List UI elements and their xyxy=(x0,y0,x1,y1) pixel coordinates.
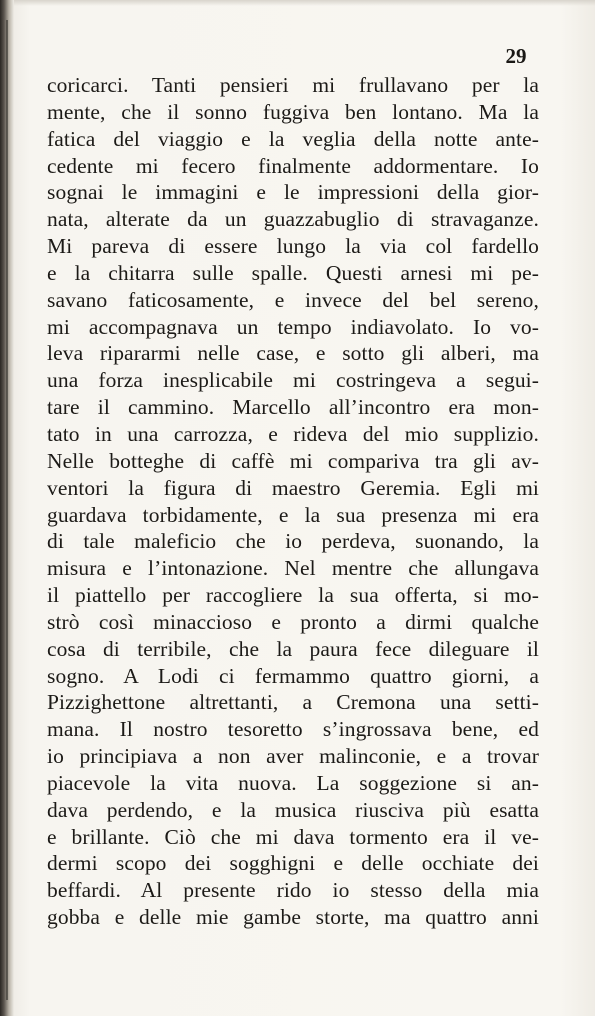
text-line-27: piacevole la vita nuova. La soggezione si an- xyxy=(47,770,539,795)
text-line-21: strò così minaccioso e pronto a dirmi qualche xyxy=(47,609,539,634)
binding-line xyxy=(6,20,8,1000)
text-line-31: beffardi. Al presente rido io stesso della mia xyxy=(47,878,539,903)
text-line-26: io principiava a non aver malinconie, e a trovar xyxy=(47,744,539,769)
body-text xyxy=(47,72,539,931)
text-line-9: savano faticosamente, e invece del bel sereno, xyxy=(47,287,539,312)
text-line-18: di tale maleficio che io perdeva, suonando, la xyxy=(47,529,539,554)
text-line-13: tare il cammino. Marcello all’incontro era mon- xyxy=(47,395,539,420)
text-line-1: coricarci. Tanti pensieri mi frullavano per la xyxy=(47,73,539,97)
page-top-edge xyxy=(14,0,595,6)
text-line-12: una forza inesplicabile mi costringeva a segui- xyxy=(47,368,539,393)
text-line-22: cosa di terribile, che la paura fece dileguare il xyxy=(47,636,539,661)
text-line-17: guardava torbidamente, e la sua presenza mi era xyxy=(47,502,539,527)
text-line-3: fatica del viaggio e la veglia della notte ante- xyxy=(47,126,539,151)
text-line-28: dava perdendo, e la musica riusciva più esatta xyxy=(47,797,539,822)
text-line-24: Pizzighettone altrettanti, a Cremona una setti- xyxy=(47,690,539,715)
text-line-14: tato in una carrozza, e rideva del mio supplizio. xyxy=(47,421,539,446)
text-line-30: dermi scopo dei sogghigni e delle occhiate dei xyxy=(47,851,539,876)
text-line-6: nata, alterate da un guazzabuglio di stravaganze. xyxy=(47,207,539,232)
text-line-25: mana. Il nostro tesoretto s’ingrossava bene, ed xyxy=(47,717,539,742)
book-spine-shadow xyxy=(0,0,14,1016)
text-line-23: sogno. A Lodi ci fermammo quattro giorni, a xyxy=(47,663,539,688)
text-line-11: leva ripararmi nelle case, e sotto gli alberi, ma xyxy=(47,341,539,366)
text-line-29: e brillante. Ciò che mi dava tormento era il ve- xyxy=(47,824,539,849)
text-line-16: ventori la figura di maestro Geremia. Egli mi xyxy=(47,475,539,500)
text-line-5: sognai le immagini e le impressioni della gior- xyxy=(47,180,539,205)
text-line-20: il piattello per raccogliere la sua offerta, si mo- xyxy=(47,583,539,608)
text-line-2: mente, che il sonno fuggiva ben lontano. Ma la xyxy=(47,99,539,124)
text-line-10: mi accompagnava un tempo indiavolato. Io vo- xyxy=(47,314,539,339)
text-line-4: cedente mi fecero finalmente addormentare. Io xyxy=(47,153,539,178)
text-line-8: e la chitarra sulle spalle. Questi arnesi mi pe- xyxy=(47,260,539,285)
page-number: 29 xyxy=(505,44,527,68)
text-line-15: Nelle botteghe di caffè mi compariva tra gli av- xyxy=(47,448,539,473)
text-line-32: gobba e delle mie gambe storte, ma quattro anni xyxy=(47,905,539,930)
text-line-7: Mi pareva di essere lungo la via col fardello xyxy=(47,234,539,259)
text-line-19: misura e l’intonazione. Nel mentre che allungava xyxy=(47,556,539,581)
